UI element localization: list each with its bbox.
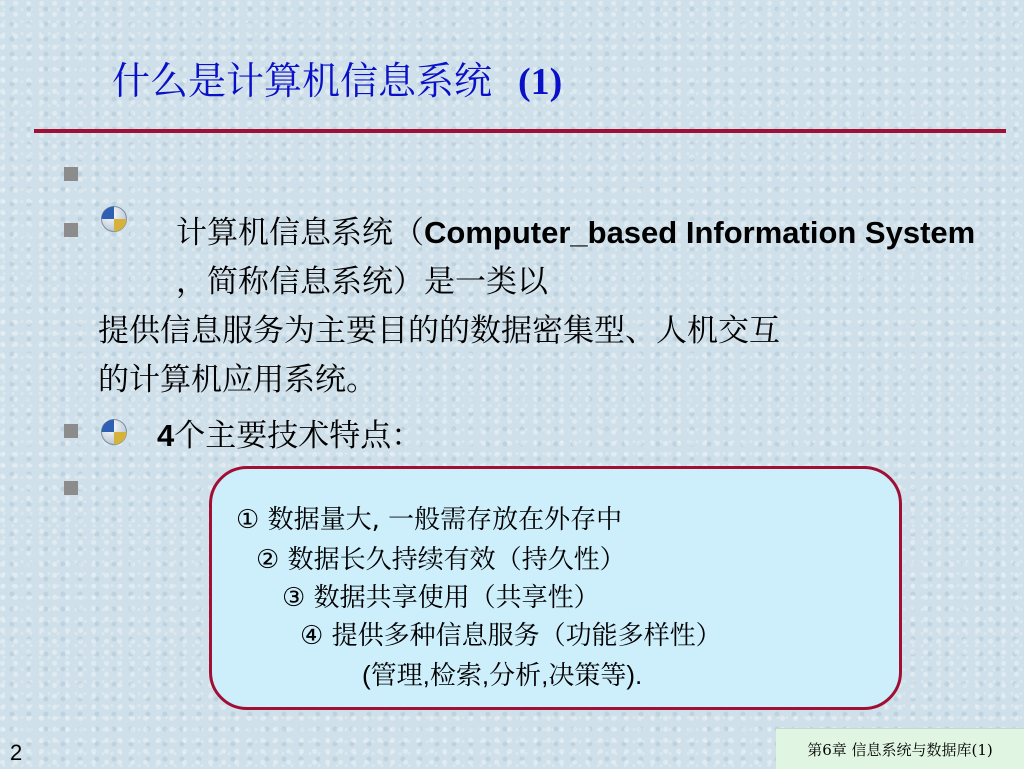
features-text: 个主要技术特点： — [174, 418, 423, 454]
slide-title — [112, 50, 562, 105]
bullet-square-2 — [64, 223, 78, 237]
features-box — [209, 466, 902, 710]
definition-prefix: 计算机信息系统（ — [176, 215, 424, 251]
feature-item-1: ① 数据量大, 一般需存放在外存中 — [236, 505, 623, 535]
bullet-square-3 — [64, 424, 78, 438]
definition-line-1 — [98, 208, 998, 307]
definition-term: Computer_based Information System — [424, 215, 976, 250]
definition-line-4: 的计算机应用系统。 — [98, 362, 377, 398]
feature-item-4: ④ 提供多种信息服务（功能多样性） — [300, 621, 722, 651]
quartered-disc-icon — [100, 418, 128, 446]
feature-item-4-detail: (管理,检索,分析,决策等). — [362, 660, 643, 690]
feature-item-3: ③ 数据共享使用（共享性） — [282, 583, 600, 613]
features-heading — [157, 410, 422, 455]
features-count: 4 — [157, 418, 175, 453]
bullet-square-1 — [64, 167, 78, 181]
title-divider — [34, 129, 1006, 133]
page-number: 2 — [10, 740, 23, 765]
definition-rest: ，简称信息系统）是一类以 — [176, 264, 548, 300]
footer-chapter: 第6章 信息系统与数据库(1) — [776, 728, 1024, 769]
feature-item-2: ② 数据长久持续有效（持久性） — [256, 545, 626, 575]
bullet-square-4 — [64, 481, 78, 495]
definition-paragraph — [98, 208, 998, 405]
definition-line-3: 提供信息服务为主要目的的数据密集型、人机交互 — [98, 313, 780, 349]
title-text: 什么是计算机信息系统 — [112, 59, 493, 103]
title-number: (1) — [518, 61, 563, 103]
